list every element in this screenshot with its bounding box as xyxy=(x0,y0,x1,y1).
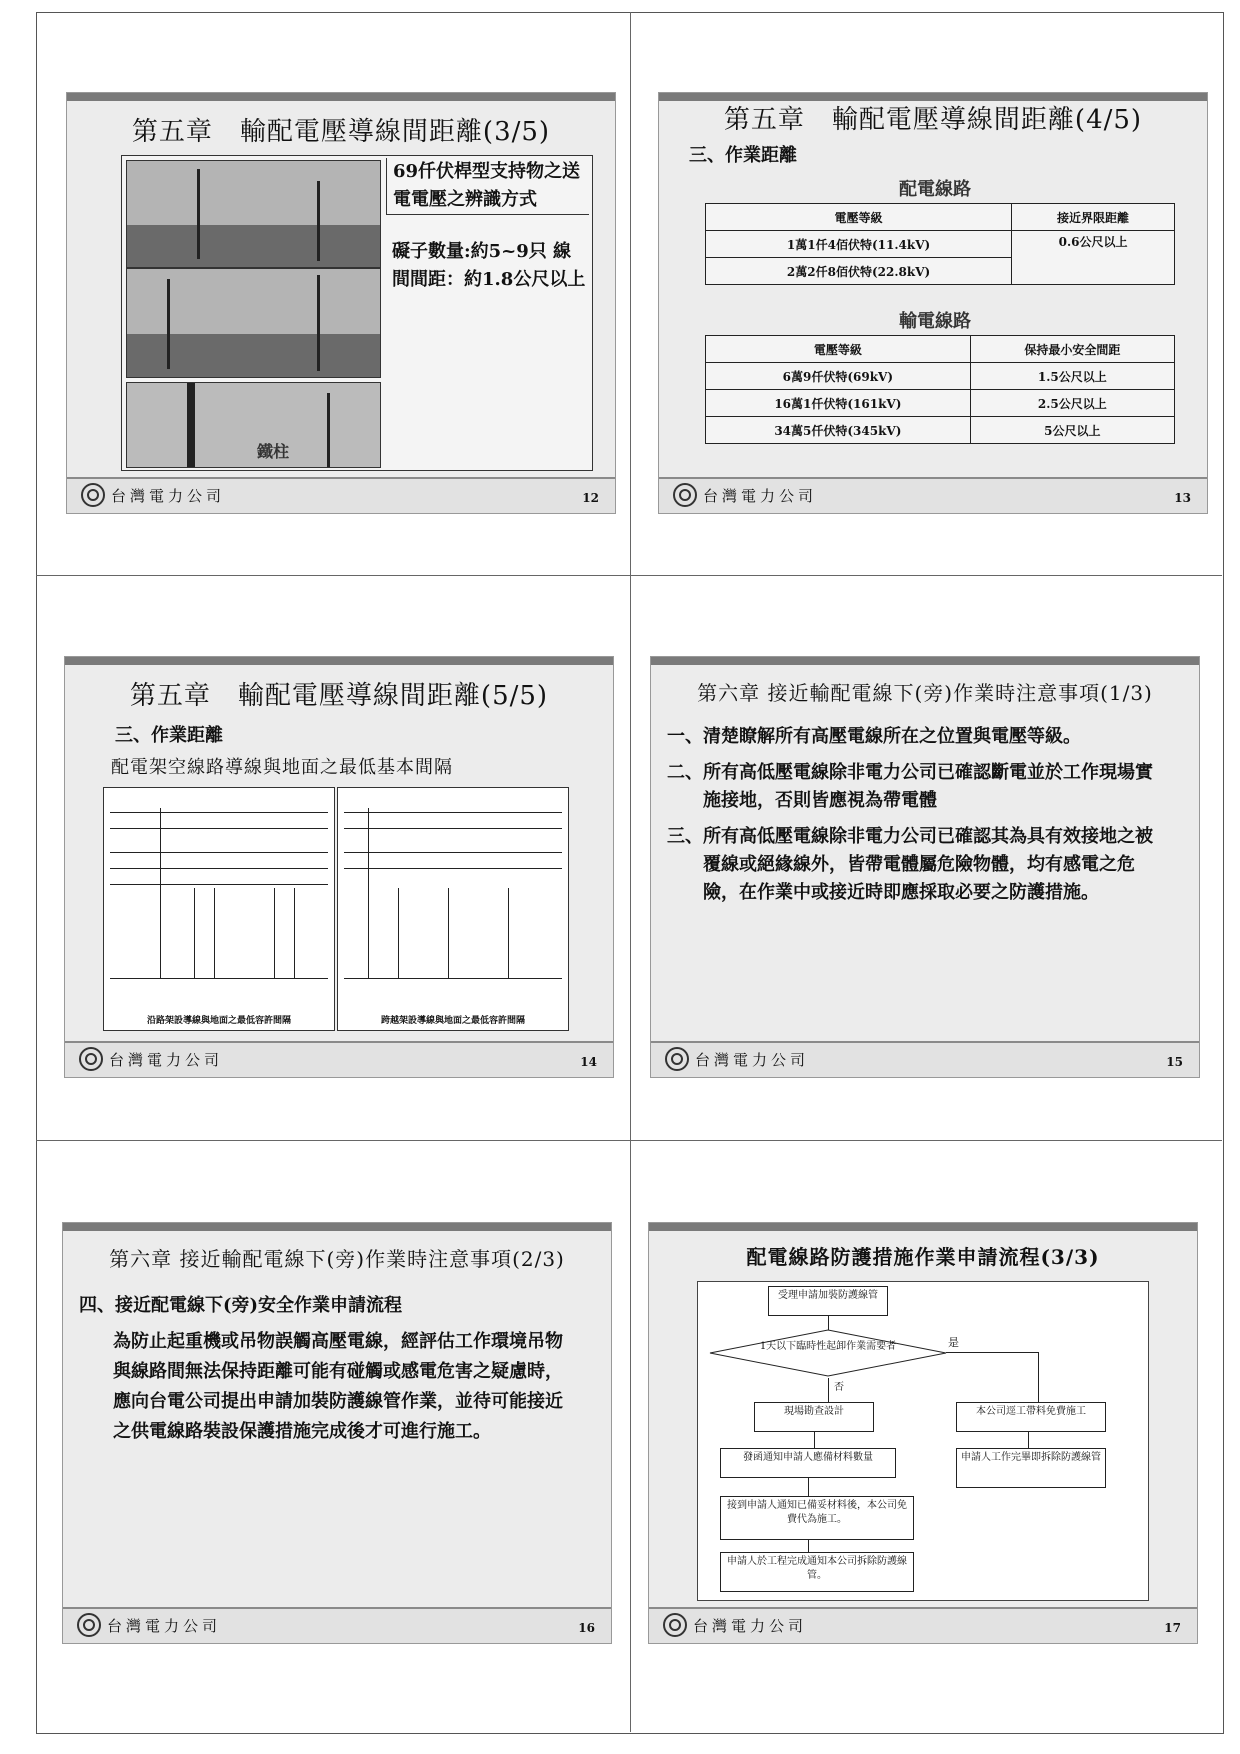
flow-yes-label: 是 xyxy=(948,1336,959,1349)
content-frame xyxy=(121,155,593,471)
slide-title: 第五章 輸配電壓導線間距離(5/5) xyxy=(129,681,549,711)
dist-header-voltage: 電壓等級 xyxy=(706,204,1012,231)
diagram-along-road xyxy=(103,787,335,1031)
trans-row-2-voltage: 16萬1仟伏特(161kV) xyxy=(706,390,971,417)
caption-body: 礙子數量:約5~9只 線間間距：約1.8公尺以上 xyxy=(392,241,586,290)
flow-start: 受理申請加裝防護線管 xyxy=(768,1286,888,1316)
flow-remove: 申請人工作完畢即拆除防護線管 xyxy=(956,1448,1106,1488)
flow-decision: 1天以下臨時性起卸作業需要者 xyxy=(759,1341,897,1352)
company-logo: 台灣電力公司 xyxy=(79,1047,223,1071)
photo-transmission-tower xyxy=(126,160,381,268)
row-divider-2 xyxy=(36,1140,1222,1141)
slide-14 xyxy=(64,656,614,1078)
slide-subtitle: 三、作業距離 xyxy=(689,145,797,166)
flow-receive: 接到申請人通知已備妥材料後，本公司免費代為施工。 xyxy=(720,1496,914,1540)
slide-topbar xyxy=(63,1223,611,1231)
dist-table xyxy=(705,203,1175,285)
trans-header-distance: 保持最小安全間距 xyxy=(970,336,1174,363)
slide-15 xyxy=(650,656,1200,1078)
slide-subtitle: 四、接近配電線下(旁)安全作業申請流程 xyxy=(79,1295,403,1316)
slide-topbar xyxy=(649,1223,1197,1231)
page-number: 13 xyxy=(1174,491,1191,505)
procedure-body: 為防止起重機或吊物誤觸高壓電線，經評估工作環境吊物與線路間無法保持距離可能有碰觸或感電危害之疑慮時，應向台電公司提出申請加裝防護線管作業，並待可能接近之供電線路裝設保護措施完成後才可進行施工。 xyxy=(113,1331,563,1442)
flow-decision-shape xyxy=(708,1328,948,1378)
trans-row-1-voltage: 6萬9仟伏特(69kV) xyxy=(706,363,971,390)
page-number: 15 xyxy=(1166,1055,1183,1069)
slide-footer xyxy=(659,477,1207,513)
taipower-emblem-icon xyxy=(665,1047,689,1071)
dist-row-1-distance: 0.6公尺以上 xyxy=(1012,231,1175,285)
flow-no-label: 否 xyxy=(834,1382,844,1393)
slide-topbar xyxy=(65,657,613,665)
caption-head-box xyxy=(386,158,589,215)
page-number: 16 xyxy=(578,1621,595,1635)
slide-footer xyxy=(63,1607,611,1643)
photo-iron-pole xyxy=(126,382,381,468)
dist-header-distance: 接近界限距離 xyxy=(1012,204,1175,231)
slide-12 xyxy=(66,92,616,514)
photo-label: 鐵柱 xyxy=(257,442,290,461)
slide-footer xyxy=(651,1041,1199,1077)
notice-item-2: 二、 所有高低壓電線除非電力公司已確認斷電並於工作現場實施接地，否則皆應視為帶電體 xyxy=(667,762,1153,811)
company-logo: 台灣電力公司 xyxy=(77,1613,221,1637)
caption-head: 69仟伏桿型支持物之送電電壓之辨識方式 xyxy=(393,161,581,210)
flow-survey: 現場勘查設計 xyxy=(754,1402,874,1432)
taipower-emblem-icon xyxy=(79,1047,103,1071)
slide-title: 第六章 接近輸配電線下(旁)作業時注意事項(2/3) xyxy=(109,1247,565,1271)
slide-topbar xyxy=(651,657,1199,665)
trans-row-2-distance: 2.5公尺以上 xyxy=(970,390,1174,417)
slide-title: 第五章 輸配電壓導線間距離(3/5) xyxy=(131,117,551,147)
diagram-heading: 配電架空線路導線與地面之最低基本間隔 xyxy=(111,757,453,778)
trans-header-voltage: 電壓等級 xyxy=(706,336,971,363)
dist-row-1-voltage: 1萬1仟4佰伏特(11.4kV) xyxy=(706,231,1012,258)
diagram-right-caption: 跨越架設導線與地面之最低容許間隔 xyxy=(380,1016,525,1026)
flow-notify: 發函通知申請人應備材料數量 xyxy=(720,1448,896,1478)
company-logo: 台灣電力公司 xyxy=(81,483,225,507)
dist-row-2-voltage: 2萬2仟8佰伏特(22.8kV) xyxy=(706,258,1012,285)
trans-row-3-distance: 5公尺以上 xyxy=(970,417,1174,444)
company-logo: 台灣電力公司 xyxy=(665,1047,809,1071)
trans-table xyxy=(705,335,1175,444)
taipower-emblem-icon xyxy=(663,1613,687,1637)
company-logo: 台灣電力公司 xyxy=(663,1613,807,1637)
trans-section-title: 輸電線路 xyxy=(899,311,971,332)
flowchart xyxy=(697,1281,1149,1601)
trans-row-3-voltage: 34萬5仟伏特(345kV) xyxy=(706,417,971,444)
taipower-emblem-icon xyxy=(673,483,697,507)
diagram-left-caption: 沿路架設導線與地面之最低容許間隔 xyxy=(146,1016,291,1026)
page-number: 17 xyxy=(1164,1621,1181,1635)
trans-row-1-distance: 1.5公尺以上 xyxy=(970,363,1174,390)
notice-list xyxy=(667,723,1167,915)
row-divider-1 xyxy=(36,575,1222,576)
taipower-emblem-icon xyxy=(77,1613,101,1637)
slide-title: 第六章 接近輸配電線下(旁)作業時注意事項(1/3) xyxy=(697,681,1153,705)
flow-company: 本公司逕工帶料免費施工 xyxy=(956,1402,1106,1432)
slide-subtitle: 三、作業距離 xyxy=(115,725,223,746)
notice-item-1: 一、 清楚瞭解所有高壓電線所在之位置與電壓等級。 xyxy=(667,726,1081,747)
page-number: 12 xyxy=(582,491,599,505)
diagram-crossing xyxy=(337,787,569,1031)
notice-item-3: 三、 所有高低壓電線除非電力公司已確認其為具有效接地之被覆線或絕緣線外，皆帶電體屬危險物體，均有感電之危險，在作業中或接近時即應採取必要之防護措施。 xyxy=(667,826,1153,903)
slide-title: 第五章 輸配電壓導線間距離(4/5) xyxy=(723,105,1143,135)
slide-13 xyxy=(658,92,1208,514)
slide-footer xyxy=(649,1607,1197,1643)
taipower-emblem-icon xyxy=(81,483,105,507)
slide-title: 配電線路防護措施作業申請流程(3/3) xyxy=(746,1245,1100,1269)
column-divider xyxy=(630,12,631,1732)
slide-footer xyxy=(65,1041,613,1077)
flow-finish: 申請人於工程完成通知本公司拆除防護線管。 xyxy=(720,1552,914,1592)
slide-17 xyxy=(648,1222,1198,1644)
company-logo: 台灣電力公司 xyxy=(673,483,817,507)
slide-16 xyxy=(62,1222,612,1644)
dist-section-title: 配電線路 xyxy=(899,179,971,200)
photo-power-poles xyxy=(126,268,381,378)
slide-topbar xyxy=(67,93,615,101)
page-number: 14 xyxy=(580,1055,597,1069)
slide-footer xyxy=(67,477,615,513)
